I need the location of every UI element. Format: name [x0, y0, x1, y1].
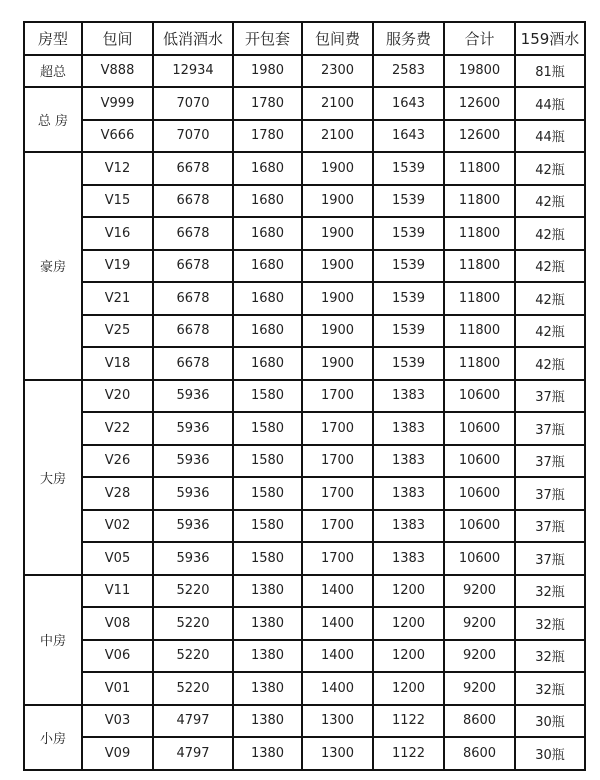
open-package-cell: 1380: [233, 737, 302, 770]
open-package-cell: 1380: [233, 607, 302, 640]
room-fee-cell: 1700: [302, 542, 373, 575]
drinks-159-cell: 44瓶: [515, 120, 585, 153]
room-fee-cell: 1900: [302, 347, 373, 380]
room-fee-cell: 1700: [302, 380, 373, 413]
room-cell: V666: [82, 120, 153, 153]
service-fee-cell: 1200: [373, 575, 444, 608]
room-cell: V19: [82, 250, 153, 283]
total-cell: 10600: [444, 542, 515, 575]
room-fee-cell: 1700: [302, 510, 373, 543]
open-package-cell: 1680: [233, 250, 302, 283]
min-drinks-cell: 5936: [153, 412, 233, 445]
room-fee-cell: 1400: [302, 672, 373, 705]
service-fee-cell: 1383: [373, 542, 444, 575]
room-cell: V20: [82, 380, 153, 413]
open-package-cell: 1580: [233, 542, 302, 575]
header-min-drinks: 低消酒水: [153, 22, 233, 55]
open-package-cell: 1380: [233, 672, 302, 705]
header-row: [24, 22, 585, 55]
drinks-159-cell: 32瓶: [515, 607, 585, 640]
open-package-cell: 1680: [233, 217, 302, 250]
service-fee-cell: 1643: [373, 87, 444, 120]
open-package-cell: 1380: [233, 705, 302, 738]
service-fee-cell: 1383: [373, 477, 444, 510]
room-cell: V03: [82, 705, 153, 738]
room-cell: V15: [82, 185, 153, 218]
total-cell: 11800: [444, 152, 515, 185]
min-drinks-cell: 6678: [153, 152, 233, 185]
room-fee-cell: 1400: [302, 575, 373, 608]
service-fee-cell: 1200: [373, 672, 444, 705]
total-cell: 9200: [444, 640, 515, 673]
drinks-159-cell: 44瓶: [515, 87, 585, 120]
min-drinks-cell: 5220: [153, 607, 233, 640]
total-cell: 12600: [444, 120, 515, 153]
service-fee-cell: 1200: [373, 607, 444, 640]
total-cell: 11800: [444, 185, 515, 218]
header-open-package: 开包套: [233, 22, 302, 55]
room-fee-cell: 1900: [302, 250, 373, 283]
open-package-cell: 1680: [233, 347, 302, 380]
total-cell: 11800: [444, 347, 515, 380]
table-body: [24, 55, 585, 770]
drinks-159-cell: 37瓶: [515, 380, 585, 413]
service-fee-cell: 1122: [373, 737, 444, 770]
service-fee-cell: 1122: [373, 705, 444, 738]
table-row: [24, 217, 585, 250]
room-fee-cell: 2300: [302, 55, 373, 88]
total-cell: 10600: [444, 510, 515, 543]
room-type-cell: 超总: [24, 55, 82, 88]
drinks-159-cell: 42瓶: [515, 152, 585, 185]
table-row: [24, 120, 585, 153]
open-package-cell: 1580: [233, 510, 302, 543]
header-room: 包间: [82, 22, 153, 55]
drinks-159-cell: 30瓶: [515, 737, 585, 770]
table-row: [24, 607, 585, 640]
drinks-159-cell: 32瓶: [515, 672, 585, 705]
table-row: [24, 152, 585, 185]
room-fee-cell: 1400: [302, 607, 373, 640]
min-drinks-cell: 5936: [153, 380, 233, 413]
room-cell: V16: [82, 217, 153, 250]
table-row: [24, 380, 585, 413]
service-fee-cell: 1539: [373, 315, 444, 348]
open-package-cell: 1980: [233, 55, 302, 88]
table-row: [24, 705, 585, 738]
drinks-159-cell: 32瓶: [515, 640, 585, 673]
table-row: [24, 477, 585, 510]
min-drinks-cell: 6678: [153, 347, 233, 380]
room-type-cell: 总 房: [24, 87, 82, 152]
table-row: [24, 672, 585, 705]
open-package-cell: 1580: [233, 445, 302, 478]
open-package-cell: 1780: [233, 87, 302, 120]
room-cell: V888: [82, 55, 153, 88]
header-159-drinks: 159酒水: [515, 22, 585, 55]
room-cell: V02: [82, 510, 153, 543]
room-type-cell: 小房: [24, 705, 82, 770]
drinks-159-cell: 42瓶: [515, 282, 585, 315]
drinks-159-cell: 37瓶: [515, 510, 585, 543]
service-fee-cell: 1539: [373, 185, 444, 218]
service-fee-cell: 1200: [373, 640, 444, 673]
table-row: [24, 575, 585, 608]
drinks-159-cell: 32瓶: [515, 575, 585, 608]
service-fee-cell: 1539: [373, 217, 444, 250]
room-fee-cell: 1300: [302, 705, 373, 738]
total-cell: 8600: [444, 705, 515, 738]
room-fee-cell: 1900: [302, 315, 373, 348]
min-drinks-cell: 7070: [153, 120, 233, 153]
table-row: [24, 347, 585, 380]
room-fee-cell: 1400: [302, 640, 373, 673]
min-drinks-cell: 7070: [153, 87, 233, 120]
min-drinks-cell: 12934: [153, 55, 233, 88]
service-fee-cell: 1383: [373, 510, 444, 543]
table-row: [24, 282, 585, 315]
min-drinks-cell: 4797: [153, 737, 233, 770]
open-package-cell: 1780: [233, 120, 302, 153]
header-service-fee: 服务费: [373, 22, 444, 55]
service-fee-cell: 2583: [373, 55, 444, 88]
room-type-cell: 中房: [24, 575, 82, 705]
open-package-cell: 1380: [233, 575, 302, 608]
drinks-159-cell: 37瓶: [515, 445, 585, 478]
service-fee-cell: 1539: [373, 347, 444, 380]
drinks-159-cell: 42瓶: [515, 347, 585, 380]
drinks-159-cell: 42瓶: [515, 217, 585, 250]
room-fee-cell: 1700: [302, 412, 373, 445]
room-fee-cell: 2100: [302, 120, 373, 153]
room-fee-cell: 1700: [302, 477, 373, 510]
room-cell: V11: [82, 575, 153, 608]
room-fee-cell: 1900: [302, 217, 373, 250]
open-package-cell: 1680: [233, 185, 302, 218]
total-cell: 9200: [444, 575, 515, 608]
min-drinks-cell: 6678: [153, 315, 233, 348]
total-cell: 9200: [444, 607, 515, 640]
room-fee-cell: 1700: [302, 445, 373, 478]
room-fee-cell: 1900: [302, 152, 373, 185]
room-cell: V06: [82, 640, 153, 673]
total-cell: 9200: [444, 672, 515, 705]
total-cell: 10600: [444, 445, 515, 478]
table-row: [24, 640, 585, 673]
drinks-159-cell: 42瓶: [515, 315, 585, 348]
drinks-159-cell: 37瓶: [515, 542, 585, 575]
service-fee-cell: 1383: [373, 412, 444, 445]
table-row: [24, 510, 585, 543]
table-row: [24, 412, 585, 445]
total-cell: 11800: [444, 282, 515, 315]
min-drinks-cell: 5936: [153, 510, 233, 543]
room-cell: V25: [82, 315, 153, 348]
min-drinks-cell: 5220: [153, 672, 233, 705]
total-cell: 8600: [444, 737, 515, 770]
total-cell: 10600: [444, 477, 515, 510]
min-drinks-cell: 5936: [153, 445, 233, 478]
room-cell: V08: [82, 607, 153, 640]
open-package-cell: 1680: [233, 152, 302, 185]
min-drinks-cell: 4797: [153, 705, 233, 738]
room-price-table: [23, 21, 586, 771]
room-cell: V12: [82, 152, 153, 185]
min-drinks-cell: 6678: [153, 185, 233, 218]
min-drinks-cell: 6678: [153, 282, 233, 315]
min-drinks-cell: 5220: [153, 640, 233, 673]
drinks-159-cell: 37瓶: [515, 477, 585, 510]
table-row: [24, 87, 585, 120]
room-type-cell: 豪房: [24, 152, 82, 380]
service-fee-cell: 1643: [373, 120, 444, 153]
drinks-159-cell: 30瓶: [515, 705, 585, 738]
table-row: [24, 737, 585, 770]
room-cell: V05: [82, 542, 153, 575]
room-cell: V26: [82, 445, 153, 478]
room-cell: V28: [82, 477, 153, 510]
room-fee-cell: 2100: [302, 87, 373, 120]
table-row: [24, 445, 585, 478]
service-fee-cell: 1383: [373, 445, 444, 478]
open-package-cell: 1580: [233, 477, 302, 510]
total-cell: 19800: [444, 55, 515, 88]
total-cell: 10600: [444, 380, 515, 413]
room-cell: V01: [82, 672, 153, 705]
open-package-cell: 1680: [233, 315, 302, 348]
min-drinks-cell: 5936: [153, 542, 233, 575]
room-type-cell: 大房: [24, 380, 82, 575]
service-fee-cell: 1539: [373, 282, 444, 315]
room-cell: V09: [82, 737, 153, 770]
service-fee-cell: 1539: [373, 250, 444, 283]
open-package-cell: 1580: [233, 380, 302, 413]
room-cell: V999: [82, 87, 153, 120]
drinks-159-cell: 42瓶: [515, 185, 585, 218]
header-room-fee: 包间费: [302, 22, 373, 55]
total-cell: 12600: [444, 87, 515, 120]
min-drinks-cell: 6678: [153, 217, 233, 250]
room-cell: V21: [82, 282, 153, 315]
header-room-type: 房型: [24, 22, 82, 55]
table-row: [24, 315, 585, 348]
min-drinks-cell: 5220: [153, 575, 233, 608]
open-package-cell: 1580: [233, 412, 302, 445]
open-package-cell: 1380: [233, 640, 302, 673]
room-cell: V22: [82, 412, 153, 445]
table-row: [24, 542, 585, 575]
table-row: [24, 250, 585, 283]
min-drinks-cell: 6678: [153, 250, 233, 283]
drinks-159-cell: 42瓶: [515, 250, 585, 283]
total-cell: 11800: [444, 315, 515, 348]
room-fee-cell: 1900: [302, 185, 373, 218]
total-cell: 10600: [444, 412, 515, 445]
room-fee-cell: 1300: [302, 737, 373, 770]
service-fee-cell: 1539: [373, 152, 444, 185]
room-fee-cell: 1900: [302, 282, 373, 315]
total-cell: 11800: [444, 217, 515, 250]
service-fee-cell: 1383: [373, 380, 444, 413]
header-total: 合计: [444, 22, 515, 55]
open-package-cell: 1680: [233, 282, 302, 315]
total-cell: 11800: [444, 250, 515, 283]
drinks-159-cell: 81瓶: [515, 55, 585, 88]
table-row: [24, 55, 585, 88]
drinks-159-cell: 37瓶: [515, 412, 585, 445]
min-drinks-cell: 5936: [153, 477, 233, 510]
room-cell: V18: [82, 347, 153, 380]
table-row: [24, 185, 585, 218]
